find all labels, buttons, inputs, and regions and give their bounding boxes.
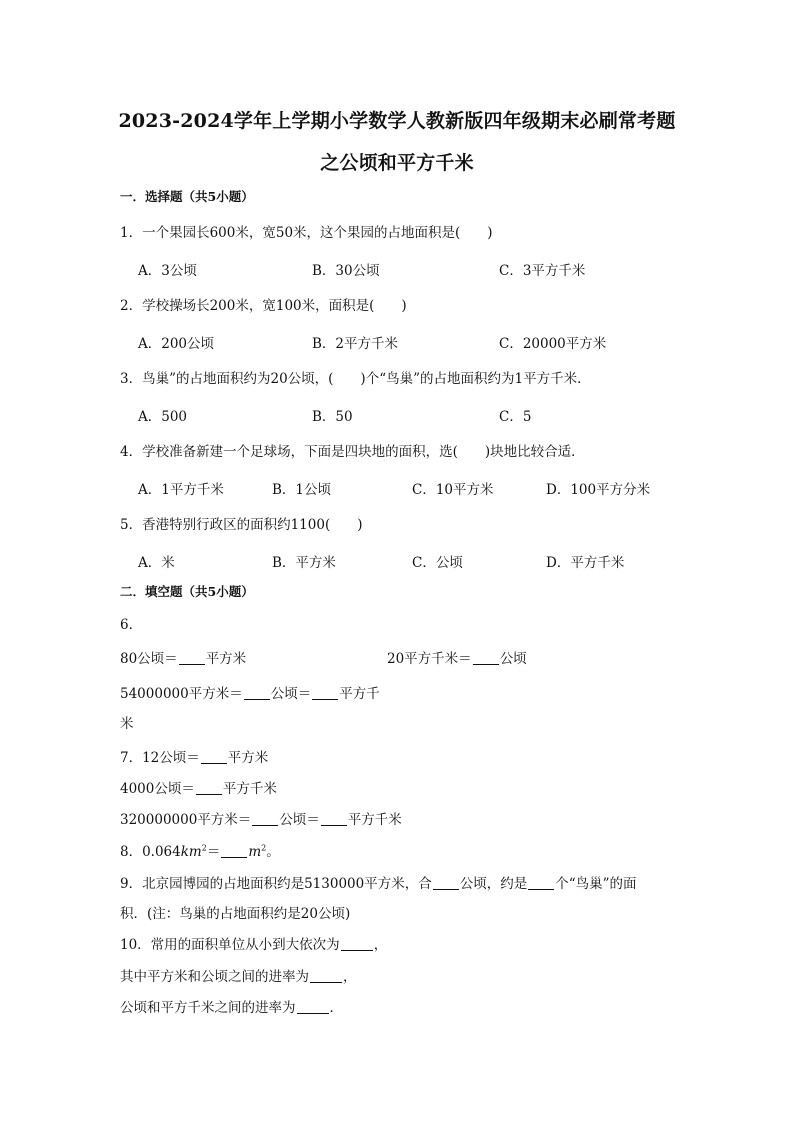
question-6-text-g: 平方千 <box>339 686 380 702</box>
question-8-end: 。 <box>266 844 280 860</box>
question-6-text-e: 54000000平方米＝ <box>120 686 243 702</box>
question-7-line-2 <box>120 777 277 797</box>
question-7-text-f: 公顷＝ <box>279 812 320 828</box>
question-2-option-a[interactable]: A．200公顷 <box>138 336 215 352</box>
question-8 <box>120 840 280 860</box>
question-5-option-c[interactable]: C．公顷 <box>412 555 463 571</box>
question-9-text-a: 9．北京园博园的占地面积约是5130000平方米，合 <box>120 876 432 892</box>
answer-blank[interactable] <box>221 843 247 858</box>
question-5-option-b[interactable]: B．平方米 <box>272 555 336 571</box>
question-1-option-b[interactable]: B．30公顷 <box>312 263 380 279</box>
page-title-line1: 2023-2024学年上学期小学数学人教新版四年级期末必刷常考题 <box>118 110 676 132</box>
equals-sign: ＝ <box>206 844 221 860</box>
unit-m: m <box>248 844 262 860</box>
question-2-option-b[interactable]: B．2平方千米 <box>312 336 399 352</box>
question-6-text-a: 80公顷＝ <box>120 651 178 667</box>
answer-blank[interactable] <box>341 936 373 951</box>
question-2-text: 2．学校操场长200米，宽100米，面积是( ) <box>120 298 407 314</box>
question-10-line-1 <box>120 933 387 953</box>
answer-blank[interactable] <box>196 780 222 795</box>
question-9-text-b: 公顷，约是 <box>459 876 528 892</box>
question-10-text-f: ． <box>329 1000 343 1016</box>
question-3-option-a[interactable]: A．500 <box>138 409 188 425</box>
question-7-text-d: 平方千米 <box>222 781 277 797</box>
unit-km: km <box>180 844 202 860</box>
question-3-text: 3．鸟巢”的占地面积约为20公顷，( )个“鸟巢”的占地面积约为1平方千米． <box>120 371 591 387</box>
question-10-text-d: ， <box>343 969 357 985</box>
question-6-number: 6． <box>120 617 143 633</box>
question-7-line-3 <box>120 808 402 828</box>
page-title-line2: 之公顷和平方千米 <box>320 152 474 174</box>
question-6-line-3: 米 <box>120 716 134 732</box>
question-6-line-1-left <box>120 647 246 667</box>
question-5-option-a[interactable]: A．米 <box>138 555 175 571</box>
question-9-line-2: 积．(注：鸟巢的占地面积约是20公顷) <box>120 906 351 922</box>
answer-blank[interactable] <box>473 650 499 665</box>
question-3-option-b[interactable]: B．50 <box>312 409 353 425</box>
question-5-option-d[interactable]: D．平方千米 <box>546 555 625 571</box>
question-1-option-a[interactable]: A．3公顷 <box>138 263 197 279</box>
question-9-text-c: 个“鸟巢”的面 <box>555 876 637 892</box>
answer-blank[interactable] <box>179 650 205 665</box>
question-4-option-b[interactable]: B．1公顷 <box>272 482 332 498</box>
question-6-line-1-right <box>387 647 527 667</box>
question-1-text: 1．一个果园长600米，宽50米，这个果园的占地面积是( ) <box>120 225 493 241</box>
question-7-line-1 <box>120 746 268 766</box>
question-9-line-1 <box>120 872 637 892</box>
question-6-text-b: 平方米 <box>205 651 247 667</box>
answer-blank[interactable] <box>312 685 338 700</box>
question-7-text-e: 320000000平方米＝ <box>120 812 252 828</box>
question-1-option-c[interactable]: C．3平方千米 <box>499 263 586 279</box>
question-4-text: 4．学校准备新建一个足球场，下面是四块地的面积，选( )块地比较合适． <box>120 444 585 460</box>
question-7-text-c: 4000公顷＝ <box>120 781 195 797</box>
question-10-line-2 <box>120 965 357 985</box>
question-4-option-a[interactable]: A．1平方千米 <box>138 482 224 498</box>
question-4-option-d[interactable]: D．100平方分米 <box>546 482 651 498</box>
question-6-text-d: 公顷 <box>499 651 527 667</box>
question-10-text-e: 公顷和平方千米之间的进率为 <box>120 1000 296 1016</box>
question-10-text-c: 其中平方米和公顷之间的进率为 <box>120 969 309 985</box>
question-7-text-b: 平方米 <box>227 750 269 766</box>
answer-blank[interactable] <box>201 749 227 764</box>
answer-blank[interactable] <box>310 968 342 983</box>
section-heading-fill-in: 二．填空题（共5小题） <box>120 584 254 599</box>
exponent: 2 <box>201 843 207 853</box>
question-7-text-g: 平方千米 <box>347 812 402 828</box>
question-7-text-a: 7．12公顷＝ <box>120 750 200 766</box>
answer-blank[interactable] <box>297 999 329 1014</box>
question-8-text-a: 8．0.064 <box>120 844 181 860</box>
exponent: 2 <box>261 843 267 853</box>
question-6-line-2 <box>120 682 380 702</box>
question-10-text-a: 10．常用的面积单位从小到大依次为 <box>120 937 340 953</box>
answer-blank[interactable] <box>528 875 554 890</box>
question-10-text-b: ， <box>373 937 388 953</box>
question-4-option-c[interactable]: C．10平方米 <box>412 482 494 498</box>
section-heading-choice: 一．选择题（共5小题） <box>120 189 254 204</box>
question-3-option-c[interactable]: C．5 <box>499 409 532 425</box>
answer-blank[interactable] <box>321 811 347 826</box>
answer-blank[interactable] <box>244 685 270 700</box>
question-2-option-c[interactable]: C．20000平方米 <box>499 336 607 352</box>
answer-blank[interactable] <box>252 811 278 826</box>
answer-blank[interactable] <box>433 875 459 890</box>
question-5-text: 5．香港特别行政区的面积约1100( ) <box>120 517 363 533</box>
question-6-text-f: 公顷＝ <box>270 686 312 702</box>
question-10-line-3 <box>120 996 343 1016</box>
question-6-text-c: 20平方千米＝ <box>387 651 472 667</box>
